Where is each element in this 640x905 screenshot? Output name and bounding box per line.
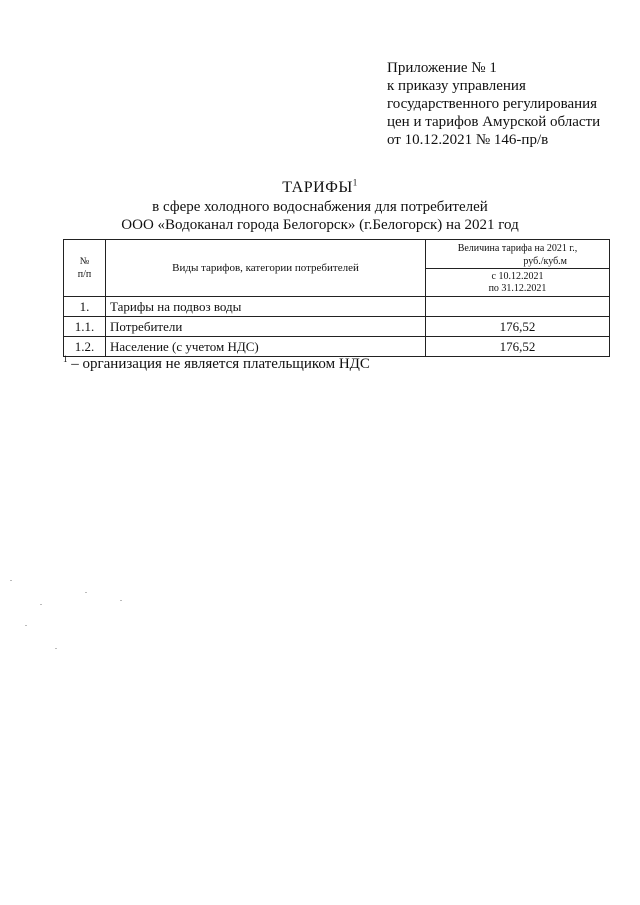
footnote-text: – организация не является плательщиком НДС bbox=[67, 356, 370, 372]
appendix-block bbox=[387, 59, 600, 149]
row-number: 1.1. bbox=[64, 317, 106, 337]
table-row bbox=[64, 297, 610, 317]
row-value: 176,52 bbox=[426, 317, 610, 337]
document-title bbox=[0, 178, 640, 198]
appendix-line: Приложение № 1 bbox=[387, 60, 497, 76]
row-number: 1.2. bbox=[64, 337, 106, 357]
row-value bbox=[426, 297, 610, 317]
footnote-mark: 1 bbox=[63, 354, 68, 364]
header-period-line-2: по 31.12.2021 bbox=[488, 282, 547, 294]
appendix-line: от 10.12.2021 № 146-пр/в bbox=[387, 132, 549, 148]
scan-speck bbox=[25, 625, 27, 626]
heading-line-2: ООО «Водоканал города Белогорск» (г.Белогорск) на 2021 год bbox=[121, 217, 519, 233]
scan-speck bbox=[120, 600, 122, 601]
header-kind: Виды тарифов, категории потребителей bbox=[106, 240, 426, 297]
row-value: 176,52 bbox=[426, 337, 610, 357]
header-number-line-1: № bbox=[79, 256, 90, 267]
title-text: ТАРИФЫ bbox=[282, 179, 353, 196]
document-heading bbox=[0, 178, 640, 234]
scan-speck bbox=[55, 648, 57, 649]
row-kind: Тарифы на подвоз воды bbox=[106, 297, 426, 317]
tariffs-table bbox=[63, 239, 610, 357]
heading-line-1: в сфере холодного водоснабжения для потребителей bbox=[152, 199, 488, 215]
header-value-line-1: Величина тарифа на 2021 г., bbox=[457, 242, 578, 254]
appendix-line: государственного регулирования bbox=[387, 96, 598, 112]
appendix-line: к приказу управления bbox=[387, 78, 526, 94]
scan-speck bbox=[40, 604, 42, 605]
row-kind: Потребители bbox=[106, 317, 426, 337]
footnote bbox=[63, 355, 370, 373]
header-value bbox=[426, 240, 610, 269]
header-period-line-1: с 10.12.2021 bbox=[491, 270, 544, 282]
appendix-line: цен и тарифов Амурской области bbox=[387, 114, 601, 130]
row-kind: Население (с учетом НДС) bbox=[106, 337, 426, 357]
header-number bbox=[64, 240, 106, 297]
header-number-line-2: п/п bbox=[77, 269, 92, 280]
header-period bbox=[426, 269, 610, 297]
table-row bbox=[64, 337, 610, 357]
scan-speck bbox=[10, 580, 12, 581]
header-value-line-2: руб./куб.м bbox=[523, 255, 567, 267]
row-number: 1. bbox=[64, 297, 106, 317]
table-row bbox=[64, 317, 610, 337]
title-footnote-mark: 1 bbox=[352, 177, 358, 188]
scan-speck bbox=[85, 592, 87, 593]
